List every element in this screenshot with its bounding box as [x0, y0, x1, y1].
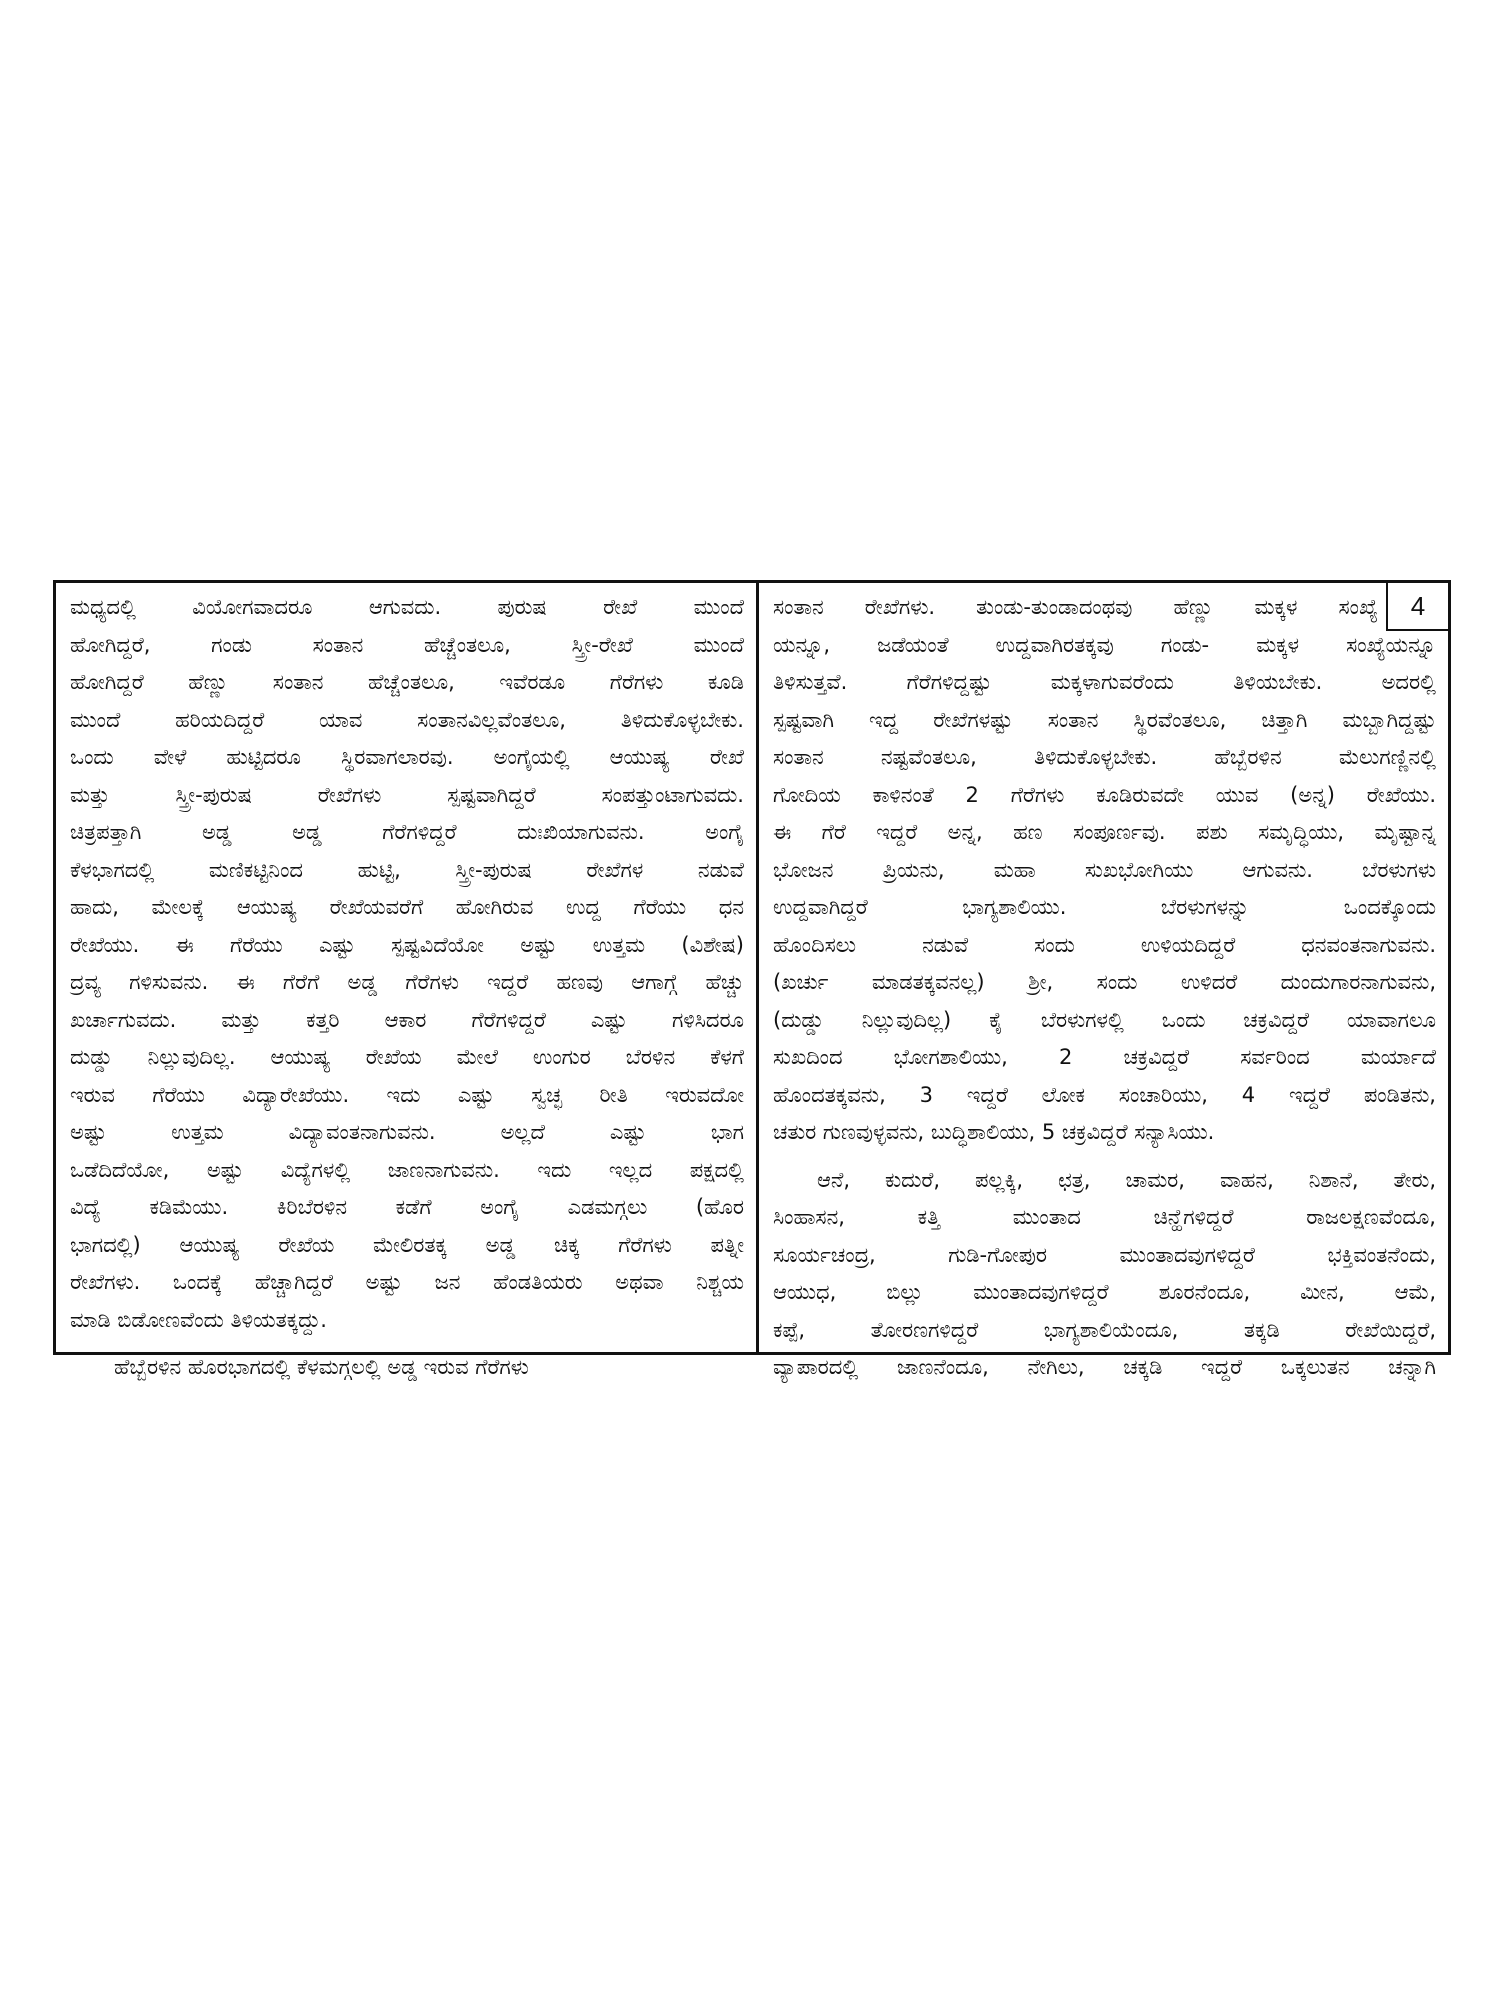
right-line-21: ವ್ಯಾಪಾರದಲ್ಲಿ ಜಾಣನೆಂದೂ, ನೇಗಿಲು, ಚಕ್ಕಡಿ ಇದ್ದರೆ ಒಕ್ಕಲುತನ ಚನ್ನಾಗಿ [773, 1355, 1436, 1379]
right-column [759, 583, 1448, 1379]
right-line-11: (ಖರ್ಚು ಮಾಡತಕ್ಕವನಲ್ಲ) ಶ್ರೀ, ಸಂದು ಉಳಿದರೆ ದುಂದುಗಾರನಾಗುವನು, [773, 970, 1436, 994]
left-line-3: ಹೋಗಿದ್ದರೆ ಹೆಣ್ಣು ಸಂತಾನ ಹೆಚ್ಚೆಂತಲೂ, ಇವೆರಡೂ ಗೆರೆಗಳು ಕೂಡಿ [70, 670, 744, 694]
text-frame [53, 580, 1451, 1379]
right-line-19: ಆಯುಧ, ಬಿಲ್ಲು ಮುಂತಾದವುಗಳಿದ್ದರೆ ಶೂರನೆಂದೂ, ಮೀನ, ಆಮೆ, [773, 1280, 1436, 1304]
left-line-2: ಹೋಗಿದ್ದರೆ, ಗಂಡು ಸಂತಾನ ಹೆಚ್ಚೆಂತಲೂ, ಸ್ತ್ರೀ-ರೇಖೆ ಮುಂದೆ [70, 632, 744, 657]
right-line-3: ತಿಳಿಸುತ್ತವೆ. ಗೆರೆಗಳಿದ್ದಷ್ಟು ಮಕ್ಕಳಾಗುವರೆಂದು ತಿಳಿಯಬೇಕು. ಅದರಲ್ಲಿ [773, 670, 1436, 694]
right-line-12: (ದುಡ್ಡು ನಿಲ್ಲುವುದಿಲ್ಲ) ಕೈ ಬೆರಳುಗಳಲ್ಲಿ ಒಂದು ಚಕ್ರವಿದ್ದರೆ ಯಾವಾಗಲೂ [773, 1007, 1436, 1032]
right-line-10: ಹೊಂದಿಸಲು ನಡುವೆ ಸಂದು ಉಳಿಯದಿದ್ದರೆ ಧನವಂತನಾಗುವನು. [773, 932, 1436, 957]
right-line-14: ಹೊಂದತಕ್ಕವನು, 3 ಇದ್ದರೆ ಲೋಕ ಸಂಚಾರಿಯು, 4 ಇದ್ದರೆ ಪಂಡಿತನು, [773, 1082, 1436, 1107]
left-line-1: ಮಧ್ಯದಲ್ಲಿ ವಿಯೋಗವಾದರೂ ಆಗುವದು. ಪುರುಷ ರೇಖೆ ಮುಂದೆ [70, 595, 744, 619]
left-line-18: ಭಾಗದಲ್ಲಿ) ಆಯುಷ್ಯ ರೇಖೆಯ ಮೇಲಿರತಕ್ಕ ಅಡ್ಡ ಚಿಕ್ಕ ಗೆರೆಗಳು ಪತ್ನೀ [70, 1232, 744, 1257]
right-line-6: ಗೋದಿಯ ಕಾಳಿನಂತೆ 2 ಗೆರೆಗಳು ಕೂಡಿರುವದೇ ಯುವ (ಅನ್ನ) ರೇಖೆಯು. [773, 782, 1436, 807]
right-line-20: ಕಪ್ಪೆ, ತೋರಣಗಳಿದ್ದರೆ ಭಾಗ್ಯಶಾಲಿಯೆಂದೂ, ತಕ್ಕಡಿ ರೇಖೆಯಿದ್ದರೆ, [773, 1317, 1436, 1342]
right-line-17: ಸಿಂಹಾಸನ, ಕತ್ತಿ ಮುಂತಾದ ಚಿನ್ಹೆಗಳಿದ್ದರೆ ರಾಜಲಕ್ಷಣವೆಂದೂ, [773, 1205, 1436, 1229]
left-line-4: ಮುಂದೆ ಹರಿಯದಿದ್ದರೆ ಯಾವ ಸಂತಾನವಿಲ್ಲವೆಂತಲೂ, ತಿಳಿದುಕೊಳ್ಳಬೇಕು. [70, 707, 744, 732]
left-line-10: ರೇಖೆಯು. ಈ ಗೆರೆಯು ಎಷ್ಟು ಸ್ಪಷ್ಟವಿದೆಯೋ ಅಷ್ಟು ಉತ್ತಮ (ವಿಶೇಷ) [70, 932, 744, 957]
paragraph-gap [773, 1152, 1436, 1162]
right-line-7: ಈ ಗೆರೆ ಇದ್ದರೆ ಅನ್ನ, ಹಣ ಸಂಪೂರ್ಣವು. ಪಶು ಸಮೃದ್ಧಿಯು, ಮೃಷ್ಟಾನ್ನ [773, 820, 1436, 844]
left-column [56, 583, 759, 1379]
right-line-9: ಉದ್ದವಾಗಿದ್ದರೆ ಭಾಗ್ಯಶಾಲಿಯು. ಬೆರಳುಗಳನ್ನು ಒಂದಕ್ಕೊಂದು [773, 895, 1436, 919]
right-line-16: ಆನೆ, ಕುದುರೆ, ಪಲ್ಲಕ್ಕಿ, ಛತ್ರ, ಚಾಮರ, ವಾಹನ, ನಿಶಾನೆ, ತೇರು, [817, 1167, 1436, 1192]
right-line-15: ಚತುರ ಗುಣವುಳ್ಳವನು, ಬುದ್ಧಿಶಾಲಿಯು, 5 ಚಕ್ರವಿದ್ದರೆ ಸನ್ಯಾಸಿಯು. [773, 1120, 1215, 1144]
left-line-15: ಅಷ್ಟು ಉತ್ತಮ ವಿದ್ಯಾವಂತನಾಗುವನು. ಅಲ್ಲದೆ ಎಷ್ಟು ಭಾಗ [70, 1120, 744, 1144]
left-line-7: ಚಿತ್ರಪತ್ತಾಗಿ ಅಡ್ಡ ಅಡ್ಡ ಗೆರೆಗಳಿದ್ದರೆ ದುಃಖಿಯಾಗುವನು. ಅಂಗೈ [70, 820, 744, 844]
left-line-21: ಹೆಬ್ಬೆರಳಿನ ಹೊರಭಾಗದಲ್ಲಿ ಕೆಳಮಗ್ಗಲಲ್ಲಿ ಅಡ್ಡ ಇರುವ ಗೆರೆಗಳು [114, 1355, 529, 1379]
right-line-1: ಸಂತಾನ ರೇಖೆಗಳು. ತುಂಡು-ತುಂಡಾದಂಥವು ಹೆಣ್ಣು ಮಕ್ಕಳ ಸಂಖ್ಯೆ [773, 595, 1378, 619]
right-line-2: ಯನ್ನೂ, ಜಡೆಯಂತೆ ಉದ್ದವಾಗಿರತಕ್ಕವು ಗಂಡು- ಮಕ್ಕಳ ಸಂಖ್ಯೆಯನ್ನೂ [773, 632, 1436, 657]
left-line-19: ರೇಖೆಗಳು. ಒಂದಕ್ಕೆ ಹೆಚ್ಚಾಗಿದ್ದರೆ ಅಷ್ಟು ಜನ ಹೆಂಡತಿಯರು ಅಥವಾ ನಿಶ್ಚಯ [70, 1270, 744, 1294]
left-line-9: ಹಾದು, ಮೇಲಕ್ಕೆ ಆಯುಷ್ಯ ರೇಖೆಯವರೆಗೆ ಹೋಗಿರುವ ಉದ್ದ ಗೆರೆಯು ಧನ [70, 895, 744, 919]
left-line-14: ಇರುವ ಗೆರೆಯು ವಿದ್ಯಾರೇಖೆಯು. ಇದು ಎಷ್ಟು ಸ್ವಚ್ಛ ರೀತಿ ಇರುವದೋ [70, 1082, 744, 1107]
page-number: 4 [1386, 583, 1448, 631]
right-line-18: ಸೂರ್ಯಚಂದ್ರ, ಗುಡಿ-ಗೋಪುರ ಮುಂತಾದವುಗಳಿದ್ದರೆ ಭಕ್ತಿವಂತನೆಂದು, [773, 1242, 1436, 1267]
left-line-17: ವಿದ್ಯೆ ಕಡಿಮೆಯು. ಕಿರಿಬೆರಳಿನ ಕಡೆಗೆ ಅಂಗೈ ಎಡಮಗ್ಗಲು (ಹೊರ [70, 1195, 744, 1219]
right-line-5: ಸಂತಾನ ನಷ್ಟವೆಂತಲೂ, ತಿಳಿದುಕೊಳ್ಳಬೇಕು. ಹೆಬ್ಬೆರಳಿನ ಮೆಲುಗಣ್ಣಿನಲ್ಲಿ [773, 745, 1436, 769]
right-line-4: ಸ್ಪಷ್ಟವಾಗಿ ಇದ್ದ ರೇಖೆಗಳಷ್ಟು ಸಂತಾನ ಸ್ಥಿರವೆಂತಲೂ, ಚಿತ್ತಾಗಿ ಮಬ್ಬಾಗಿದ್ದಷ್ಟು [773, 707, 1436, 732]
left-line-8: ಕೆಳಭಾಗದಲ್ಲಿ ಮಣಿಕಟ್ಟಿನಿಂದ ಹುಟ್ಟಿ, ಸ್ತ್ರೀ-ಪುರುಷ ರೇಖೆಗಳ ನಡುವೆ [70, 857, 744, 882]
left-line-11: ದ್ರವ್ಯ ಗಳಿಸುವನು. ಈ ಗೆರೆಗೆ ಅಡ್ಡ ಗೆರೆಗಳು ಇದ್ದರೆ ಹಣವು ಆಗಾಗ್ಗೆ ಹೆಚ್ಚು [70, 970, 744, 994]
left-line-12: ಖರ್ಚಾಗುವದು. ಮತ್ತು ಕತ್ತರಿ ಆಕಾರ ಗೆರೆಗಳಿದ್ದರೆ ಎಷ್ಟು ಗಳಿಸಿದರೂ [70, 1007, 744, 1032]
paragraph-gap [70, 1339, 744, 1349]
right-line-13: ಸುಖದಿಂದ ಭೋಗಶಾಲಿಯು, 2 ಚಕ್ರವಿದ್ದರೆ ಸರ್ವರಿಂದ ಮರ್ಯಾದೆ [773, 1045, 1436, 1069]
left-line-16: ಒಡೆದಿದೆಯೋ, ಅಷ್ಟು ವಿದ್ಯೆಗಳಲ್ಲಿ ಜಾಣನಾಗುವನು. ಇದು ಇಲ್ಲದ ಪಕ್ಷದಲ್ಲಿ [70, 1157, 744, 1182]
left-line-13: ದುಡ್ಡು ನಿಲ್ಲುವುದಿಲ್ಲ. ಆಯುಷ್ಯ ರೇಖೆಯ ಮೇಲೆ ಉಂಗುರ ಬೆರಳಿನ ಕೆಳಗೆ [70, 1045, 744, 1069]
right-line-8: ಭೋಜನ ಪ್ರಿಯನು, ಮಹಾ ಸುಖಭೋಗಿಯು ಆಗುವನು. ಬೆರಳುಗಳು [773, 857, 1436, 882]
left-line-20: ಮಾಡಿ ಬಿಡೋಣವೆಂದು ತಿಳಿಯತಕ್ಕದ್ದು. [70, 1307, 327, 1332]
left-line-5: ಒಂದು ವೇಳೆ ಹುಟ್ಟಿದರೂ ಸ್ಥಿರವಾಗಲಾರವು. ಅಂಗೈಯಲ್ಲಿ ಆಯುಷ್ಯ ರೇಖೆ [70, 745, 744, 769]
left-line-6: ಮತ್ತು ಸ್ತ್ರೀ-ಪುರುಷ ರೇಖೆಗಳು ಸ್ಪಷ್ಟವಾಗಿದ್ದರೆ ಸಂಪತ್ತುಂಟಾಗುವದು. [70, 782, 744, 807]
